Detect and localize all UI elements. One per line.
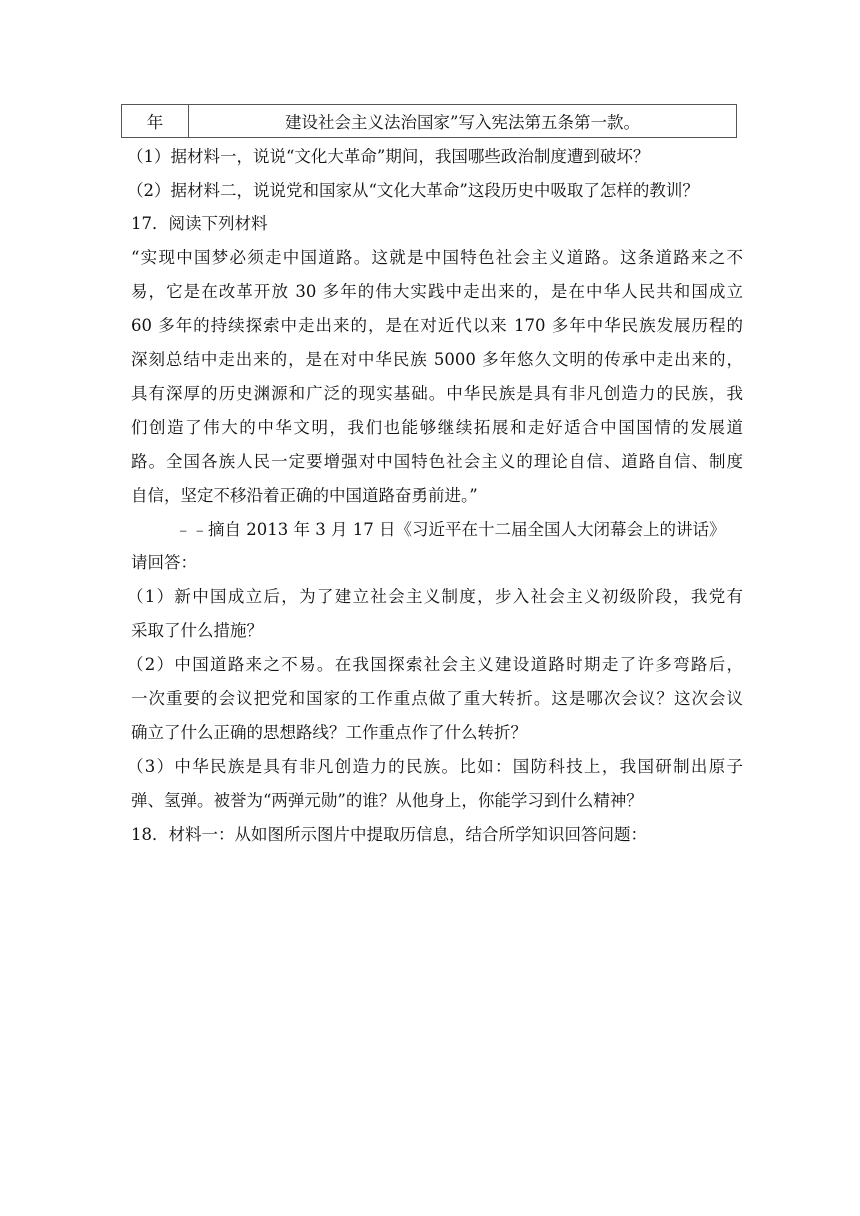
q16-sub1: （1）据材料一，说说“文化大革命”期间，我国哪些政治制度遭到破坏？ <box>127 147 650 166</box>
q17-heading: 17．阅读下列材料 <box>131 214 268 233</box>
q16-sub2: （2）据材料二，说说党和国家从“文化大革命”这段历史中吸取了怎样的教训？ <box>127 181 699 200</box>
q17-passage-line: 易，它是在改革开放 30 多年的伟大实践中走出来的，是在中华人民共和国成立 <box>131 282 743 301</box>
q17-passage-line: 们创造了伟大的中华文明，我们也能够继续拓展和走好适合中国国情的发展道 <box>131 418 743 437</box>
q17-sub1-line: （1）新中国成立后，为了建立社会主义制度，步入社会主义初级阶段，我党有 <box>127 587 743 606</box>
q17-passage-line: “实现中国梦必须走中国道路。这就是中国特色社会主义道路。这条道路来之不 <box>131 248 743 267</box>
q17-sub2-line: 一次重要的会议把党和国家的工作重点做了重大转折。这是哪次会议？这次会议 <box>131 689 743 708</box>
table-row <box>121 104 737 138</box>
q17-passage-line: 路。全国各族人民一定要增强对中国特色社会主义的理论自信、道路自信、制度 <box>131 452 743 471</box>
q17-passage-line: 60 多年的持续探索中走出来的，是在对近代以来 170 多年中华民族发展历程的 <box>131 316 743 335</box>
q17-sub3-line: 弹、氢弹。被誉为“两弹元勋”的谁？从他身上，你能学习到什么精神？ <box>131 791 643 810</box>
q17-sub2-line: （2）中国道路来之不易。在我国探索社会主义建设道路时期走了许多弯路后， <box>127 655 743 674</box>
q18-heading: 18．材料一：从如图所示图片中提取历信息，结合所学知识回答问题： <box>131 825 647 844</box>
q17-source: ﹣﹣摘自 2013 年 3 月 17 日《习近平在十二届全国人大闭幕会上的讲话》 <box>175 520 726 539</box>
q17-prompt: 请回答： <box>131 553 197 572</box>
table-cell-year: 年 <box>122 105 189 137</box>
q17-sub3-line: （3）中华民族是具有非凡创造力的民族。比如：国防科技上，我国研制出原子 <box>127 757 743 776</box>
q17-sub2-line: 确立了什么正确的思想路线？工作重点作了什么转折？ <box>131 723 527 742</box>
q17-passage-line: 自信，坚定不移沿着正确的中国道路奋勇前进。” <box>131 486 478 505</box>
q17-passage-line: 深刻总结中走出来的，是在对中华民族 5000 多年悠久文明的传承中走出来的， <box>131 350 743 369</box>
q17-sub1-line: 采取了什么措施？ <box>131 621 263 640</box>
table-cell-content: 建设社会主义法治国家”写入宪法第五条第一款。 <box>285 113 640 132</box>
q17-passage-line: 具有深厚的历史渊源和广泛的现实基础。中华民族是具有非凡创造力的民族，我 <box>131 384 743 403</box>
